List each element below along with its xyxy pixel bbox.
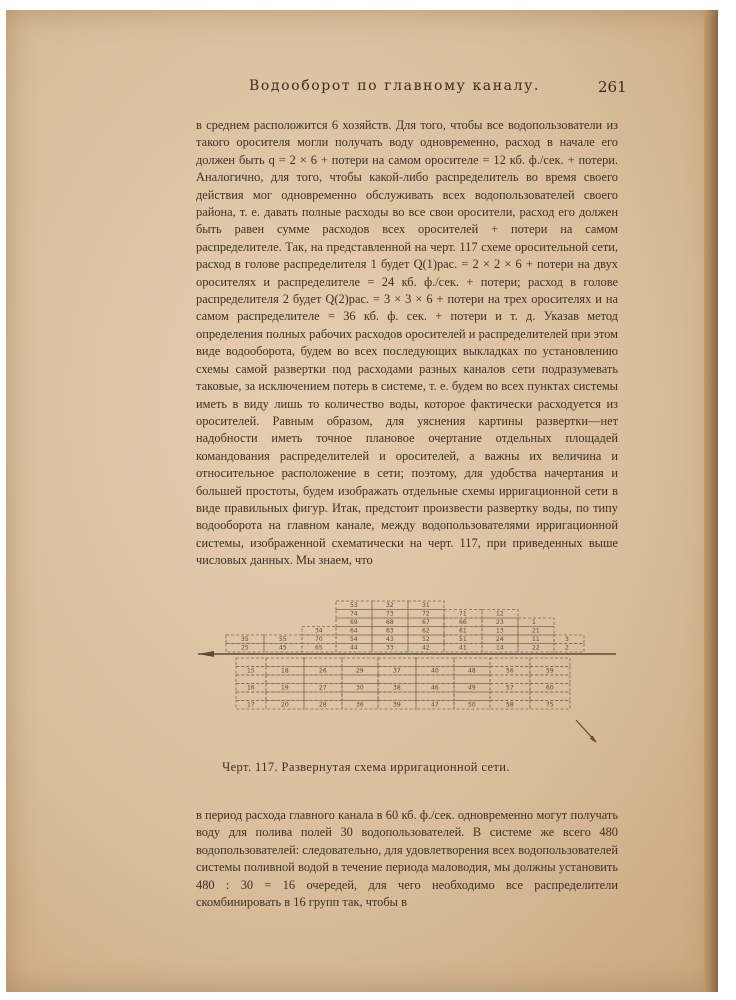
outflow-arrow-icon <box>576 720 596 742</box>
lower-plot-label: 19 <box>281 684 289 692</box>
upper-plot-label: 14 <box>496 644 504 652</box>
upper-plot-label: 52 <box>422 636 430 644</box>
lower-plot-label: 46 <box>431 684 439 692</box>
lower-plot-cell <box>454 675 490 684</box>
lower-plot-cell <box>236 692 266 701</box>
upper-plot-label: 12 <box>496 610 504 618</box>
upper-plot-label: 34 <box>315 627 323 635</box>
lower-plot-cell <box>342 658 378 667</box>
upper-plot-label: 69 <box>350 619 358 627</box>
lower-plot-cell <box>378 658 416 667</box>
upper-plot-label: 66 <box>459 619 467 627</box>
lower-plot-cell <box>454 692 490 701</box>
upper-plot-label: 51 <box>459 636 467 644</box>
paragraph-2 <box>196 807 618 911</box>
lower-plot-label: 50 <box>468 701 476 709</box>
upper-plot-label: 63 <box>386 627 394 635</box>
upper-plot-label: 42 <box>422 644 430 652</box>
upper-plot-label: 72 <box>422 610 430 618</box>
lower-plot-cell <box>490 675 530 684</box>
lower-plot-label: 47 <box>431 701 439 709</box>
lower-plot-cell <box>454 658 490 667</box>
upper-plot-label: 62 <box>422 627 430 635</box>
upper-plot-cell <box>518 618 554 627</box>
lower-plot-label: 49 <box>468 684 476 692</box>
lower-plot-label: 15 <box>247 667 255 675</box>
lower-plot-cell <box>378 692 416 701</box>
upper-plot-label: 24 <box>496 636 504 644</box>
upper-plot-label: 55 <box>279 636 287 644</box>
lower-plot-label: 38 <box>393 684 401 692</box>
upper-plot-label: 54 <box>350 636 358 644</box>
lower-plot-label: 75 <box>546 701 554 709</box>
irrigation-scheme-diagram <box>196 582 616 752</box>
lower-plot-cell <box>530 692 570 701</box>
page-number: 261 <box>598 78 627 96</box>
lower-plot-cell <box>342 692 378 701</box>
lower-plot-cell <box>530 658 570 667</box>
upper-plot-label: 68 <box>386 619 394 627</box>
upper-plot-label: 2 <box>565 644 569 652</box>
book-page <box>6 10 718 992</box>
lower-plot-label: 39 <box>393 701 401 709</box>
lower-plot-label: 48 <box>468 667 476 675</box>
upper-plot-label: 73 <box>386 610 394 618</box>
upper-plot-label: 53 <box>350 602 358 610</box>
upper-plot-label: 13 <box>496 627 504 635</box>
lower-plot-label: 27 <box>319 684 327 692</box>
lower-plot-label: 37 <box>393 667 401 675</box>
lower-plot-label: 59 <box>546 667 554 675</box>
lower-plot-label: 20 <box>281 701 289 709</box>
lower-plot-cell <box>236 675 266 684</box>
lower-plot-cell <box>530 675 570 684</box>
upper-plot-label: 22 <box>532 644 540 652</box>
lower-plot-cell <box>416 658 454 667</box>
lower-plot-label: 40 <box>431 667 439 675</box>
lower-plot-label: 17 <box>247 701 255 709</box>
lower-plot-cell <box>266 692 304 701</box>
lower-plot-label: 36 <box>356 701 364 709</box>
upper-plot-label: 45 <box>279 644 287 652</box>
lower-plot-label: 18 <box>281 667 289 675</box>
upper-plot-label: 61 <box>459 627 467 635</box>
paragraph-1 <box>196 117 618 570</box>
upper-plot-label: 32 <box>386 602 394 610</box>
upper-plot-label: 35 <box>241 636 249 644</box>
lower-plot-label: 29 <box>356 667 364 675</box>
lower-plot-cell <box>490 692 530 701</box>
page-header <box>6 78 718 100</box>
upper-plot-label: 3 <box>565 636 569 644</box>
upper-plot-label: 23 <box>496 619 504 627</box>
upper-plot-label: 64 <box>350 627 358 635</box>
figure-caption: Черт. 117. Развернутая схема ирригационной сети. <box>222 760 510 774</box>
lower-plot-label: 30 <box>356 684 364 692</box>
upper-plot-cell <box>554 644 584 653</box>
upper-plot-label: 21 <box>532 627 540 635</box>
paragraph-1-text: в среднем расположится 6 хозяйств. Для того, чтобы все водопользователи из такого оросителя могли получать воду одновременно, расход в начале его должен быть q = 2 × 6 + потери на самом оросителе = 12 кб. ф./сек. + потери. Аналогично, для того, чтобы какой-либо распределитель во время своего действия мог одновременно обслуживать всех водопользователей своего района, т. е. давать полные расходы во все свои оросители, расход его должен быть равен сумме расходов всех оросителей + потери на самом распределителе. Так, на представленной на черт. 117 схеме оросительной сети, расход в голове распределителя 1 будет Q(1)рас. = 2 × 2 × 6 + потери на двух оросителях и распределителе = 24 кб. ф./сек. + потери; расход в голове распределителя 2 будет Q(2)рас. = 3 × 3 × 6 + потери на трех оросителях и на самом распределителе = 36 кб. ф. сек. + потери и т. д. Указав метод определения полных рабочих расходов оросителей и распределителей при этом виде водооборота, будем во всех последующих выкладках по установлению схемы самой развертки под расходами разных каналов сети подразумевать таковые, за исключением потерь в системе, т. е. будем во всех пунктах системы иметь в виду лишь то количество воды, которое фактически расходуется из оросителей. Равным образом, для уяснения картины развертки—нет надобности иметь точное плановое очертание отдельных площадей командования распределителей и оросителей, а важны их величина и относительное расположение в сети; поэтому, для удобства начертания и большей простоты, будем изображать отдельные схемы ирригационной сети в виде правильных фигур. Итак, предстоит произвести развертку воды, по типу водооборота на главном канале, между водопользователями ирригационной системы, изображенной схематически на черт. 117, при приведенных выше числовых данных. Мы знаем, что <box>196 118 618 568</box>
upper-plot-label: 44 <box>350 644 358 652</box>
lower-plot-cell <box>266 658 304 667</box>
page-spine-edge <box>704 10 718 992</box>
lower-plot-label: 16 <box>247 684 255 692</box>
lower-plot-cell <box>304 658 342 667</box>
upper-plot-label: 74 <box>350 610 358 618</box>
lower-plot-label: 56 <box>506 667 514 675</box>
lower-plot-cell <box>490 658 530 667</box>
inflow-arrow-icon <box>198 651 214 657</box>
upper-plot-label: 67 <box>422 619 430 627</box>
lower-plot-cell <box>378 675 416 684</box>
lower-plot-label: 26 <box>319 667 327 675</box>
lower-plot-cell <box>304 675 342 684</box>
lower-plot-cell <box>416 692 454 701</box>
upper-plot-label: 70 <box>315 636 323 644</box>
lower-plot-label: 60 <box>546 684 554 692</box>
upper-plot-label: 33 <box>386 644 394 652</box>
lower-plot-cell <box>416 675 454 684</box>
lower-plot-cell <box>236 658 266 667</box>
running-head: Водооборот по главному каналу. <box>249 78 540 94</box>
upper-plot-label: 71 <box>459 610 467 618</box>
upper-plot-label: 1 <box>532 619 536 627</box>
lower-plot-cell <box>342 675 378 684</box>
upper-plot-label: 43 <box>386 636 394 644</box>
lower-plot-label: 28 <box>319 701 327 709</box>
paragraph-2-text: в период расхода главного канала в 60 кб. ф./сек. одновременно могут получать воду для полива полей 30 водопользователей. В системе же всего 480 водопользователей: следовательно, для удовлетворения всех водопользователей системы поливной водой в течение периода маловодия, мы должны установить 480 : 30 = 16 очередей, для чего необходимо все распределители скомбинировать в 16 групп так, чтобы в <box>196 808 618 910</box>
lower-plot-cell <box>266 675 304 684</box>
lower-plot-label: 57 <box>506 684 514 692</box>
upper-plot-label: 31 <box>422 602 430 610</box>
upper-plot-label: 25 <box>241 644 249 652</box>
lower-plot-label: 58 <box>506 701 514 709</box>
upper-plot-label: 11 <box>532 636 540 644</box>
lower-plot-cell <box>304 692 342 701</box>
upper-plot-label: 65 <box>315 644 323 652</box>
upper-plot-label: 41 <box>459 644 467 652</box>
upper-plot-cell <box>554 635 584 644</box>
